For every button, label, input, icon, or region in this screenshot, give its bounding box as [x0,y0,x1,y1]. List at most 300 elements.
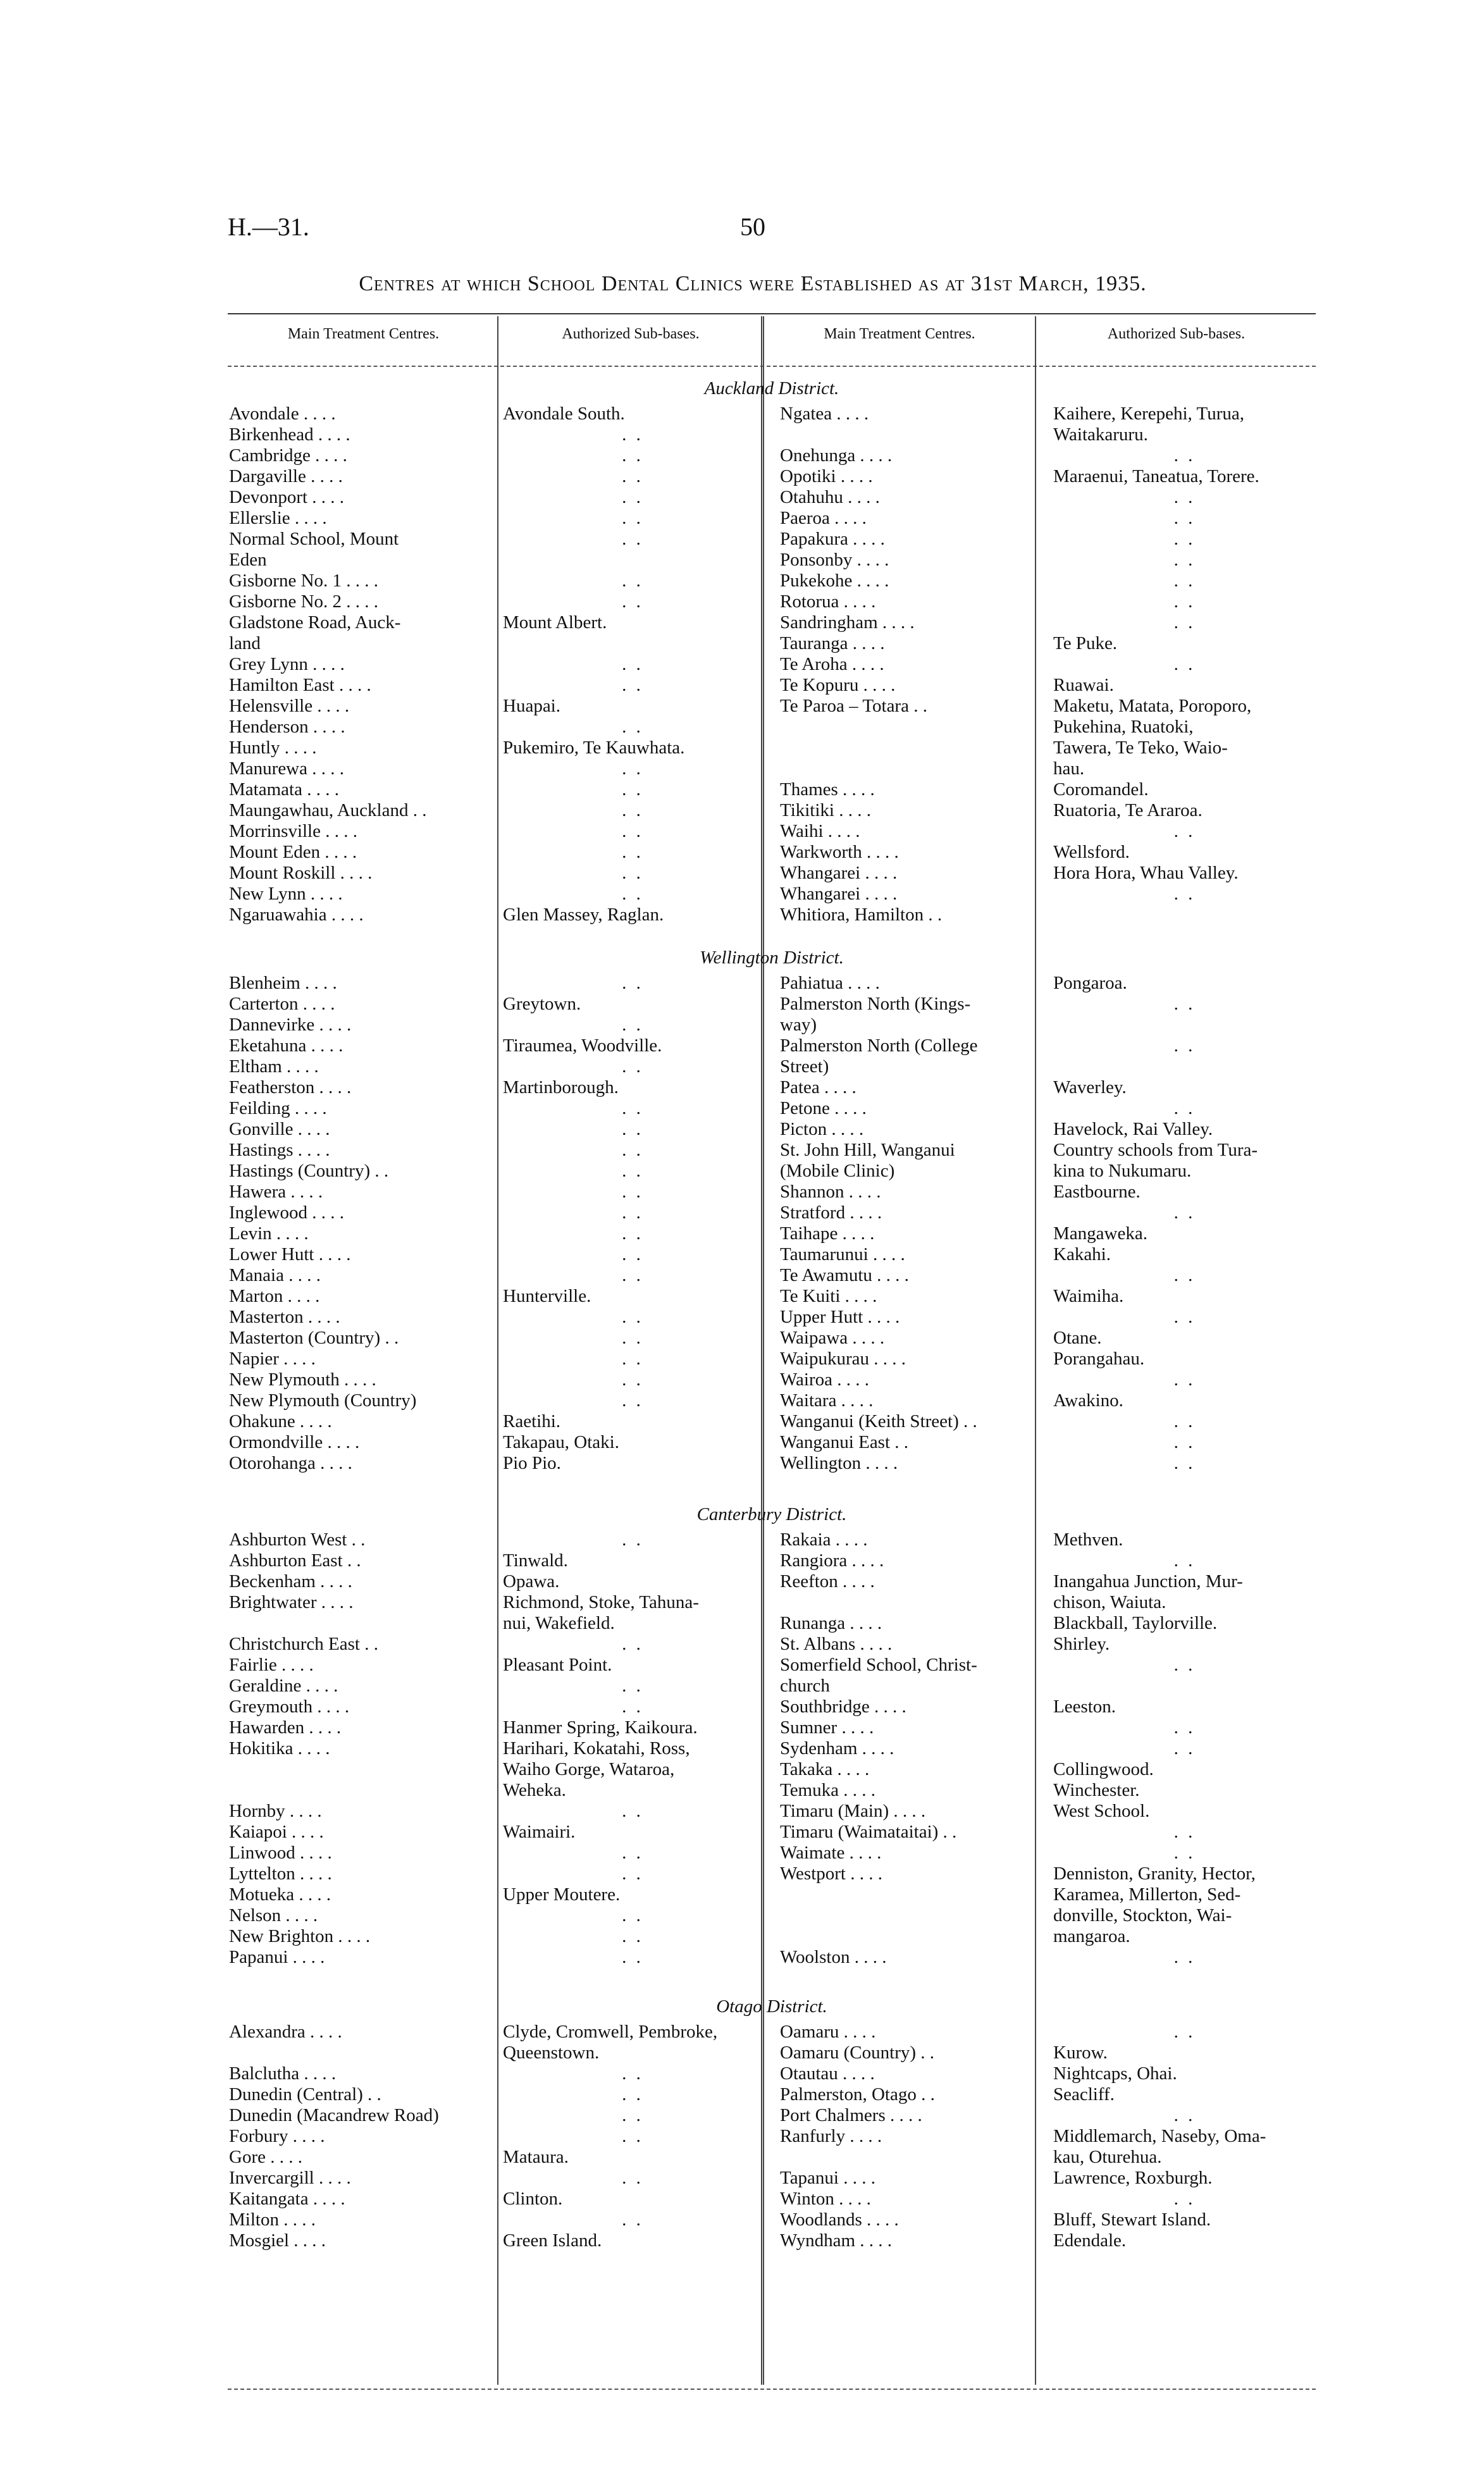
main-centre-cell: Sandringham . . . . [780,612,915,633]
main-centre-cell: Devonport . . . . [229,487,345,507]
sub-base-cell: . . [1173,1411,1196,1431]
sub-base-cell: Maraenui, Taneatua, Torere. [1053,466,1259,486]
sub-base-cell: Kakahi. [1053,1244,1111,1264]
main-centre-cell: Rakaia . . . . [780,1530,868,1550]
main-centre-cell [762,1905,1034,1926]
sub-base-cell: . . [1173,487,1196,507]
table-rows [228,973,1316,1474]
sub-base-cell: . . [1173,508,1196,528]
table-row [228,1349,1316,1369]
main-centre-cell: Woolston . . . . [780,1947,887,1967]
table-row [228,1307,1316,1328]
main-centre-cell: Whangarei . . . . [780,863,898,883]
page-title: Centres at which School Dental Clinics were Established as at 31st March, 1935. [359,272,1147,295]
table-row [228,424,1316,445]
sub-base-cell: . . [1173,1265,1196,1285]
main-centre-cell: Oamaru . . . . [780,2022,876,2042]
sub-base-cell: Mataura. [503,2147,569,2167]
sub-base-cell: . . [1173,550,1196,570]
sub-base-cell: . . [622,2063,643,2084]
table-row [228,1098,1316,1119]
main-centre-cell: Matamata . . . . [229,779,339,800]
main-centre-cell: Maungawhau, Auckland . . [229,800,427,820]
main-centre-cell: Alexandra . . . . [229,2022,342,2042]
main-centre-cell: Invercargill . . . . [229,2168,351,2188]
main-centre-cell: Henderson . . . . [229,717,345,737]
main-centre-cell: Ponsonby . . . . [780,550,889,570]
main-centre-cell: Hastings (Country) . . [229,1161,389,1181]
main-centre-cell: Waitara . . . . [780,1390,874,1411]
table-row [228,2168,1316,2189]
sub-base-cell: . . [1173,1202,1196,1223]
table-row [228,1905,1316,1926]
main-centre-cell: Street) [780,1056,829,1077]
main-centre-cell: Motueka . . . . [229,1884,331,1905]
main-centre-cell: Picton . . . . [780,1119,864,1139]
sub-base-cell: Country schools from Tura- [1053,1140,1258,1160]
main-centre-cell: Warkworth . . . . [780,842,899,862]
sub-base-cell: . . [622,2084,643,2105]
main-centre-cell: Wyndham . . . . [780,2230,893,2251]
sub-base-cell: Greytown. [503,994,581,1014]
main-centre-cell: Mosgiel . . . . [229,2230,326,2251]
main-centre-cell [762,2147,1034,2168]
sub-base-cell: Huapai. [503,696,560,716]
sub-base-cell: Methven. [1053,1530,1123,1550]
table-row [228,1056,1316,1077]
table-row [228,404,1316,424]
table-row [228,445,1316,466]
main-centre-cell: St. Albans . . . . [780,1634,893,1654]
main-centre-cell: Sydenham . . . . [780,1738,894,1759]
column-header-main-1: Main Treatment Centres. [287,326,440,342]
main-centre-cell [762,758,1034,779]
sub-base-cell: Richmond, Stoke, Tahuna- [503,1592,699,1612]
sub-base-cell: . . [622,2168,643,2188]
main-centre-cell: Timaru (Waimataitai) . . [780,1822,957,1842]
table-row [228,1286,1316,1307]
main-centre-cell: Dunedin (Macandrew Road) [229,2105,439,2125]
main-centre-cell: Marton . . . . [229,1286,320,1306]
district-section-auckland [228,373,1316,925]
main-centre-cell: Waihi . . . . [780,821,860,841]
main-centre-cell [762,738,1034,758]
sub-base-cell: . . [622,2126,643,2146]
sub-base-cell: . . [622,487,643,507]
main-centre-cell [228,1613,497,1634]
main-centre-cell: Brightwater . . . . [229,1592,354,1612]
sub-base-cell: . . [1173,1947,1196,1967]
top-rule [228,313,1316,314]
table-row [228,1265,1316,1286]
table-row [228,1864,1316,1884]
table-row [228,973,1316,994]
sub-base-cell: . . [1173,1307,1196,1327]
table-row [228,1759,1316,1780]
sub-base-cell: . . [622,1119,643,1139]
sub-base-cell: . . [622,1307,643,1327]
document-reference: H.—31. [228,213,309,241]
main-centre-cell: Manaia . . . . [229,1265,321,1285]
table-row [228,466,1316,487]
sub-base-cell: hau. [1053,758,1085,779]
sub-base-cell: . . [622,1369,643,1390]
sub-base-cell: . . [622,2105,643,2125]
main-centre-cell: Napier . . . . [229,1349,316,1369]
sub-base-cell: . . [1173,1035,1196,1056]
table-row [228,2084,1316,2105]
main-centre-cell: Morrinsville . . . . [229,821,357,841]
sub-base-cell: Kurow. [1053,2043,1108,2063]
page-header [228,212,1278,244]
sub-base-cell: . . [1173,654,1196,674]
main-centre-cell: Southbridge . . . . [780,1697,906,1717]
main-centre-cell: Otautau . . . . [780,2063,875,2084]
table-row [228,1592,1316,1613]
sub-base-cell: Maketu, Matata, Poroporo, [1053,696,1252,716]
sub-base-cell: . . [1173,1717,1196,1738]
table-rows [228,1530,1316,1968]
table-row [228,529,1316,550]
main-centre-cell: Lower Hutt . . . . [229,1244,351,1264]
main-centre-cell: Wanganui East . . [780,1432,909,1452]
table-row [228,1780,1316,1801]
column-header-sub-1: Authorized Sub-bases. [562,326,700,342]
main-centre-cell: Dargaville . . . . [229,466,343,486]
main-centre-cell: Temuka . . . . [780,1780,875,1800]
sub-base-cell: . . [622,424,643,445]
main-centre-cell: Ngatea . . . . [780,404,869,424]
main-centre-cell: way) [780,1015,817,1035]
main-centre-cell: land [229,633,261,653]
main-centre-cell: Gisborne No. 2 . . . . [229,591,379,612]
district-section-wellington [228,943,1316,1474]
main-centre-cell: Onehunga . . . . [780,445,893,466]
sub-base-cell: Te Puke. [1053,633,1118,653]
sub-base-cell: Ruatoria, Te Araroa. [1053,800,1203,820]
table-row [228,633,1316,654]
table-row [228,2105,1316,2126]
sub-base-cell [497,633,762,654]
sub-base-cell: . . [1173,1453,1196,1473]
sub-base-cell: Waiho Gorge, Wataroa, [503,1759,675,1779]
sub-base-cell: Eastbourne. [1053,1182,1141,1202]
main-centre-cell: (Mobile Clinic) [780,1161,895,1181]
sub-base-cell: . . [1173,1369,1196,1390]
sub-base-cell: . . [622,508,643,528]
sub-base-cell: . . [1173,821,1196,841]
main-centre-cell [762,717,1034,738]
sub-base-cell: Awakino. [1053,1390,1123,1411]
main-centre-cell: Palmerston, Otago . . [780,2084,935,2105]
sub-base-cell: Raetihi. [503,1411,561,1431]
sub-base-cell: Bluff, Stewart Island. [1053,2210,1211,2230]
main-centre-cell: Blenheim . . . . [229,973,337,993]
sub-base-cell: . . [622,1905,643,1926]
sub-base-cell: Lawrence, Roxburgh. [1053,2168,1213,2188]
table-row [228,612,1316,633]
sub-base-cell: Tawera, Te Teko, Waio- [1053,738,1228,758]
sub-base-cell: Pongaroa. [1053,973,1127,993]
main-centre-cell: Fairlie . . . . [229,1655,314,1675]
main-centre-cell: Rotorua . . . . [780,591,876,612]
sub-base-cell: . . [622,675,643,695]
column-header-main-2: Main Treatment Centres. [824,326,975,342]
table-rows [228,404,1316,925]
main-centre-cell: New Plymouth . . . . [229,1369,376,1390]
main-centre-cell: Kaiapoi . . . . [229,1822,324,1842]
sub-base-cell: Ruawai. [1053,675,1114,695]
column-header-sub-2: Authorized Sub-bases. [1107,326,1246,342]
main-centre-cell [228,2043,497,2063]
main-centre-cell: Sumner . . . . [780,1717,874,1738]
sub-base-cell: West School. [1053,1801,1150,1821]
table-row [228,800,1316,821]
table-row [228,2189,1316,2210]
sub-base-cell: Karamea, Millerton, Sed- [1053,1884,1241,1905]
sub-base-cell: . . [622,758,643,779]
sub-base-cell: Clinton. [503,2189,563,2209]
main-centre-cell: Otahuhu . . . . [780,487,880,507]
table-row [228,1571,1316,1592]
main-centre-cell: New Brighton . . . . [229,1926,371,1946]
main-centre-cell: Wanganui (Keith Street) . . [780,1411,977,1431]
sub-base-cell: . . [622,1265,643,1285]
sub-base-cell: . . [1173,1843,1196,1863]
sub-base-cell: mangaroa. [1053,1926,1130,1946]
sub-base-cell: Waverley. [1053,1077,1127,1097]
sub-base-cell: kina to Nukumaru. [1053,1161,1192,1181]
main-centre-cell: Nelson . . . . [229,1905,318,1926]
main-centre-cell: Port Chalmers . . . . [780,2105,922,2125]
main-centre-cell: Wairoa . . . . [780,1369,870,1390]
sub-base-cell: Pukehina, Ruatoki, [1053,717,1194,737]
main-centre-cell: Normal School, Mount [229,529,399,549]
district-heading: Auckland District. [704,378,839,399]
sub-base-cell: . . [622,884,643,904]
main-centre-cell: Palmerston North (Kings- [780,994,971,1014]
sub-base-cell: Pleasant Point. [503,1655,612,1675]
main-centre-cell: Whangarei . . . . [780,884,898,904]
main-centre-cell: Upper Hutt . . . . [780,1307,900,1327]
table-row [228,1947,1316,1968]
sub-base-cell: Avondale South. [503,404,625,424]
sub-base-cell: . . [622,1926,643,1946]
sub-base-cell: . . [622,800,643,820]
main-centre-cell: Avondale . . . . [229,404,336,424]
sub-base-cell [497,550,762,571]
main-centre-cell: New Lynn . . . . [229,884,343,904]
table-row [228,2022,1316,2043]
main-centre-cell: Te Kuiti . . . . [780,1286,877,1306]
main-centre-cell: Masterton . . . . [229,1307,340,1327]
main-centre-cell: Cambridge . . . . [229,445,347,466]
main-centre-cell: Gore . . . . [229,2147,302,2167]
main-centre-cell: Papakura . . . . [780,529,885,549]
table-row [228,1369,1316,1390]
sub-base-cell: . . [622,1697,643,1717]
main-centre-cell: Hawera . . . . [229,1182,323,1202]
sub-base-cell: Collingwood. [1053,1759,1154,1779]
sub-base-cell: . . [1173,445,1196,466]
main-centre-cell: Otorohanga . . . . [229,1453,352,1473]
sub-base-cell: . . [1173,1432,1196,1452]
table-row [228,717,1316,738]
main-centre-cell [762,424,1034,445]
table-row [228,1884,1316,1905]
sub-base-cell: . . [622,1676,643,1696]
sub-base-cell: Waimiha. [1053,1286,1124,1306]
main-centre-cell: Dannevirke . . . . [229,1015,352,1035]
table-row [228,2230,1316,2251]
main-centre-cell: Hawarden . . . . [229,1717,342,1738]
sub-base-cell [1034,905,1316,925]
main-centre-cell: Inglewood . . . . [229,1202,345,1223]
sub-base-cell: Pio Pio. [503,1453,561,1473]
sub-base-cell: . . [622,529,643,549]
sub-base-cell: . . [622,1390,643,1411]
main-centre-cell [228,1780,497,1801]
main-centre-cell: Feilding . . . . [229,1098,327,1118]
main-centre-cell: Thames . . . . [780,779,875,800]
main-centre-cell: Levin . . . . [229,1223,309,1244]
table-row [228,1411,1316,1432]
sub-base-cell: Nightcaps, Ohai. [1053,2063,1177,2084]
sub-base-cell: Kaihere, Kerepehi, Turua, [1053,404,1244,424]
table-row [228,1328,1316,1349]
main-centre-cell: Gisborne No. 1 . . . . [229,571,379,591]
table-row [228,1697,1316,1717]
sub-base-cell: Leeston. [1053,1697,1116,1717]
sub-base-cell: Pukemiro, Te Kauwhata. [503,738,685,758]
main-centre-cell: Winton . . . . [780,2189,871,2209]
table-row [228,905,1316,925]
sub-base-cell: . . [1173,591,1196,612]
sub-base-cell [1034,1676,1316,1697]
sub-base-cell: Wellsford. [1053,842,1130,862]
table-row [228,1613,1316,1634]
main-centre-cell: Woodlands . . . . [780,2210,899,2230]
sub-base-cell: Glen Massey, Raglan. [503,905,664,925]
sub-base-cell: . . [1173,2022,1196,2042]
sub-base-cell: . . [1173,571,1196,591]
table-row [228,591,1316,612]
main-centre-cell: Greymouth . . . . [229,1697,350,1717]
table-row [228,696,1316,717]
table-row [228,1202,1316,1223]
sub-base-cell: . . [622,1098,643,1118]
main-centre-cell: Eden [229,550,267,570]
table-row [228,758,1316,779]
table-row [228,1390,1316,1411]
main-centre-cell: Tapanui . . . . [780,2168,875,2188]
main-centre-cell: Carterton . . . . [229,994,335,1014]
sub-base-cell: . . [1173,1822,1196,1842]
main-centre-cell: Papanui . . . . [229,1947,325,1967]
main-centre-cell: Pahiatua . . . . [780,973,880,993]
sub-base-cell: . . [622,571,643,591]
table-row [228,863,1316,884]
main-centre-cell: Manurewa . . . . [229,758,345,779]
main-centre-cell: Hokitika . . . . [229,1738,330,1759]
table-rows [228,2022,1316,2251]
sub-base-cell: . . [622,1864,643,1884]
main-centre-cell: Somerfield School, Christ- [780,1655,977,1675]
sub-base-cell: . . [622,1328,643,1348]
sub-base-cell: Blackball, Taylorville. [1053,1613,1218,1633]
table-row [228,487,1316,508]
sub-base-cell: Mangaweka. [1053,1223,1147,1244]
main-centre-cell: Stratford . . . . [780,1202,882,1223]
sub-base-cell [1034,1056,1316,1077]
sub-base-cell: . . [622,1530,643,1550]
sub-base-cell: . . [622,1634,643,1654]
sub-base-cell: . . [622,842,643,862]
sub-base-cell: Tiraumea, Woodville. [503,1035,662,1056]
table-row [228,654,1316,675]
sub-base-cell: . . [622,1801,643,1821]
sub-base-cell: Inangahua Junction, Mur- [1053,1571,1243,1592]
sub-base-cell [1034,1015,1316,1035]
bottom-rule [228,2389,1316,2390]
table-row [228,2147,1316,2168]
table-row [228,2063,1316,2084]
table-row [228,1161,1316,1182]
sub-base-cell: Shirley. [1053,1634,1110,1654]
main-centre-cell: Huntly . . . . [229,738,317,758]
sub-base-cell: . . [622,1140,643,1160]
page-number: 50 [740,213,765,241]
main-centre-cell: Tauranga . . . . [780,633,885,653]
sub-base-cell: Hunterville. [503,1286,591,1306]
sub-base-cell: nui, Wakefield. [503,1613,615,1633]
main-centre-cell: Ormondville . . . . [229,1432,360,1452]
sub-base-cell: . . [622,591,643,612]
main-centre-cell: Opotiki . . . . [780,466,873,486]
main-centre-cell: Shannon . . . . [780,1182,881,1202]
sub-base-cell: . . [622,1223,643,1244]
header-rule [228,366,1316,367]
sub-base-cell: . . [622,1056,643,1077]
main-centre-cell: Waipawa . . . . [780,1328,885,1348]
sub-base-cell: . . [1173,2105,1196,2125]
main-centre-cell: Ranfurly . . . . [780,2126,882,2146]
main-centre-cell: Waimate . . . . [780,1843,882,1863]
sub-base-cell: . . [1173,1550,1196,1571]
sub-base-cell: . . [622,863,643,883]
sub-base-cell: . . [622,821,643,841]
main-centre-cell: Hornby . . . . [229,1801,322,1821]
sub-base-cell: chison, Waiuta. [1053,1592,1166,1612]
sub-base-cell: Seacliff. [1053,2084,1115,2105]
sub-base-cell: . . [1173,1655,1196,1675]
table-row [228,1717,1316,1738]
table-row [228,1035,1316,1056]
main-centre-cell: Helensville . . . . [229,696,350,716]
table-row [228,884,1316,905]
sub-base-cell: kau, Oturehua. [1053,2147,1162,2167]
sub-base-cell: Martinborough. [503,1077,619,1097]
main-centre-cell: Ellerslie . . . . [229,508,327,528]
sub-base-cell: Weheka. [503,1780,566,1800]
main-centre-cell: Ashburton East . . [229,1550,361,1571]
sub-base-cell: . . [622,2210,643,2230]
main-centre-cell: Timaru (Main) . . . . [780,1801,926,1821]
table-row [228,2126,1316,2147]
table-row [228,1223,1316,1244]
table-row [228,842,1316,863]
sub-base-cell: Middlemarch, Naseby, Oma- [1053,2126,1266,2146]
